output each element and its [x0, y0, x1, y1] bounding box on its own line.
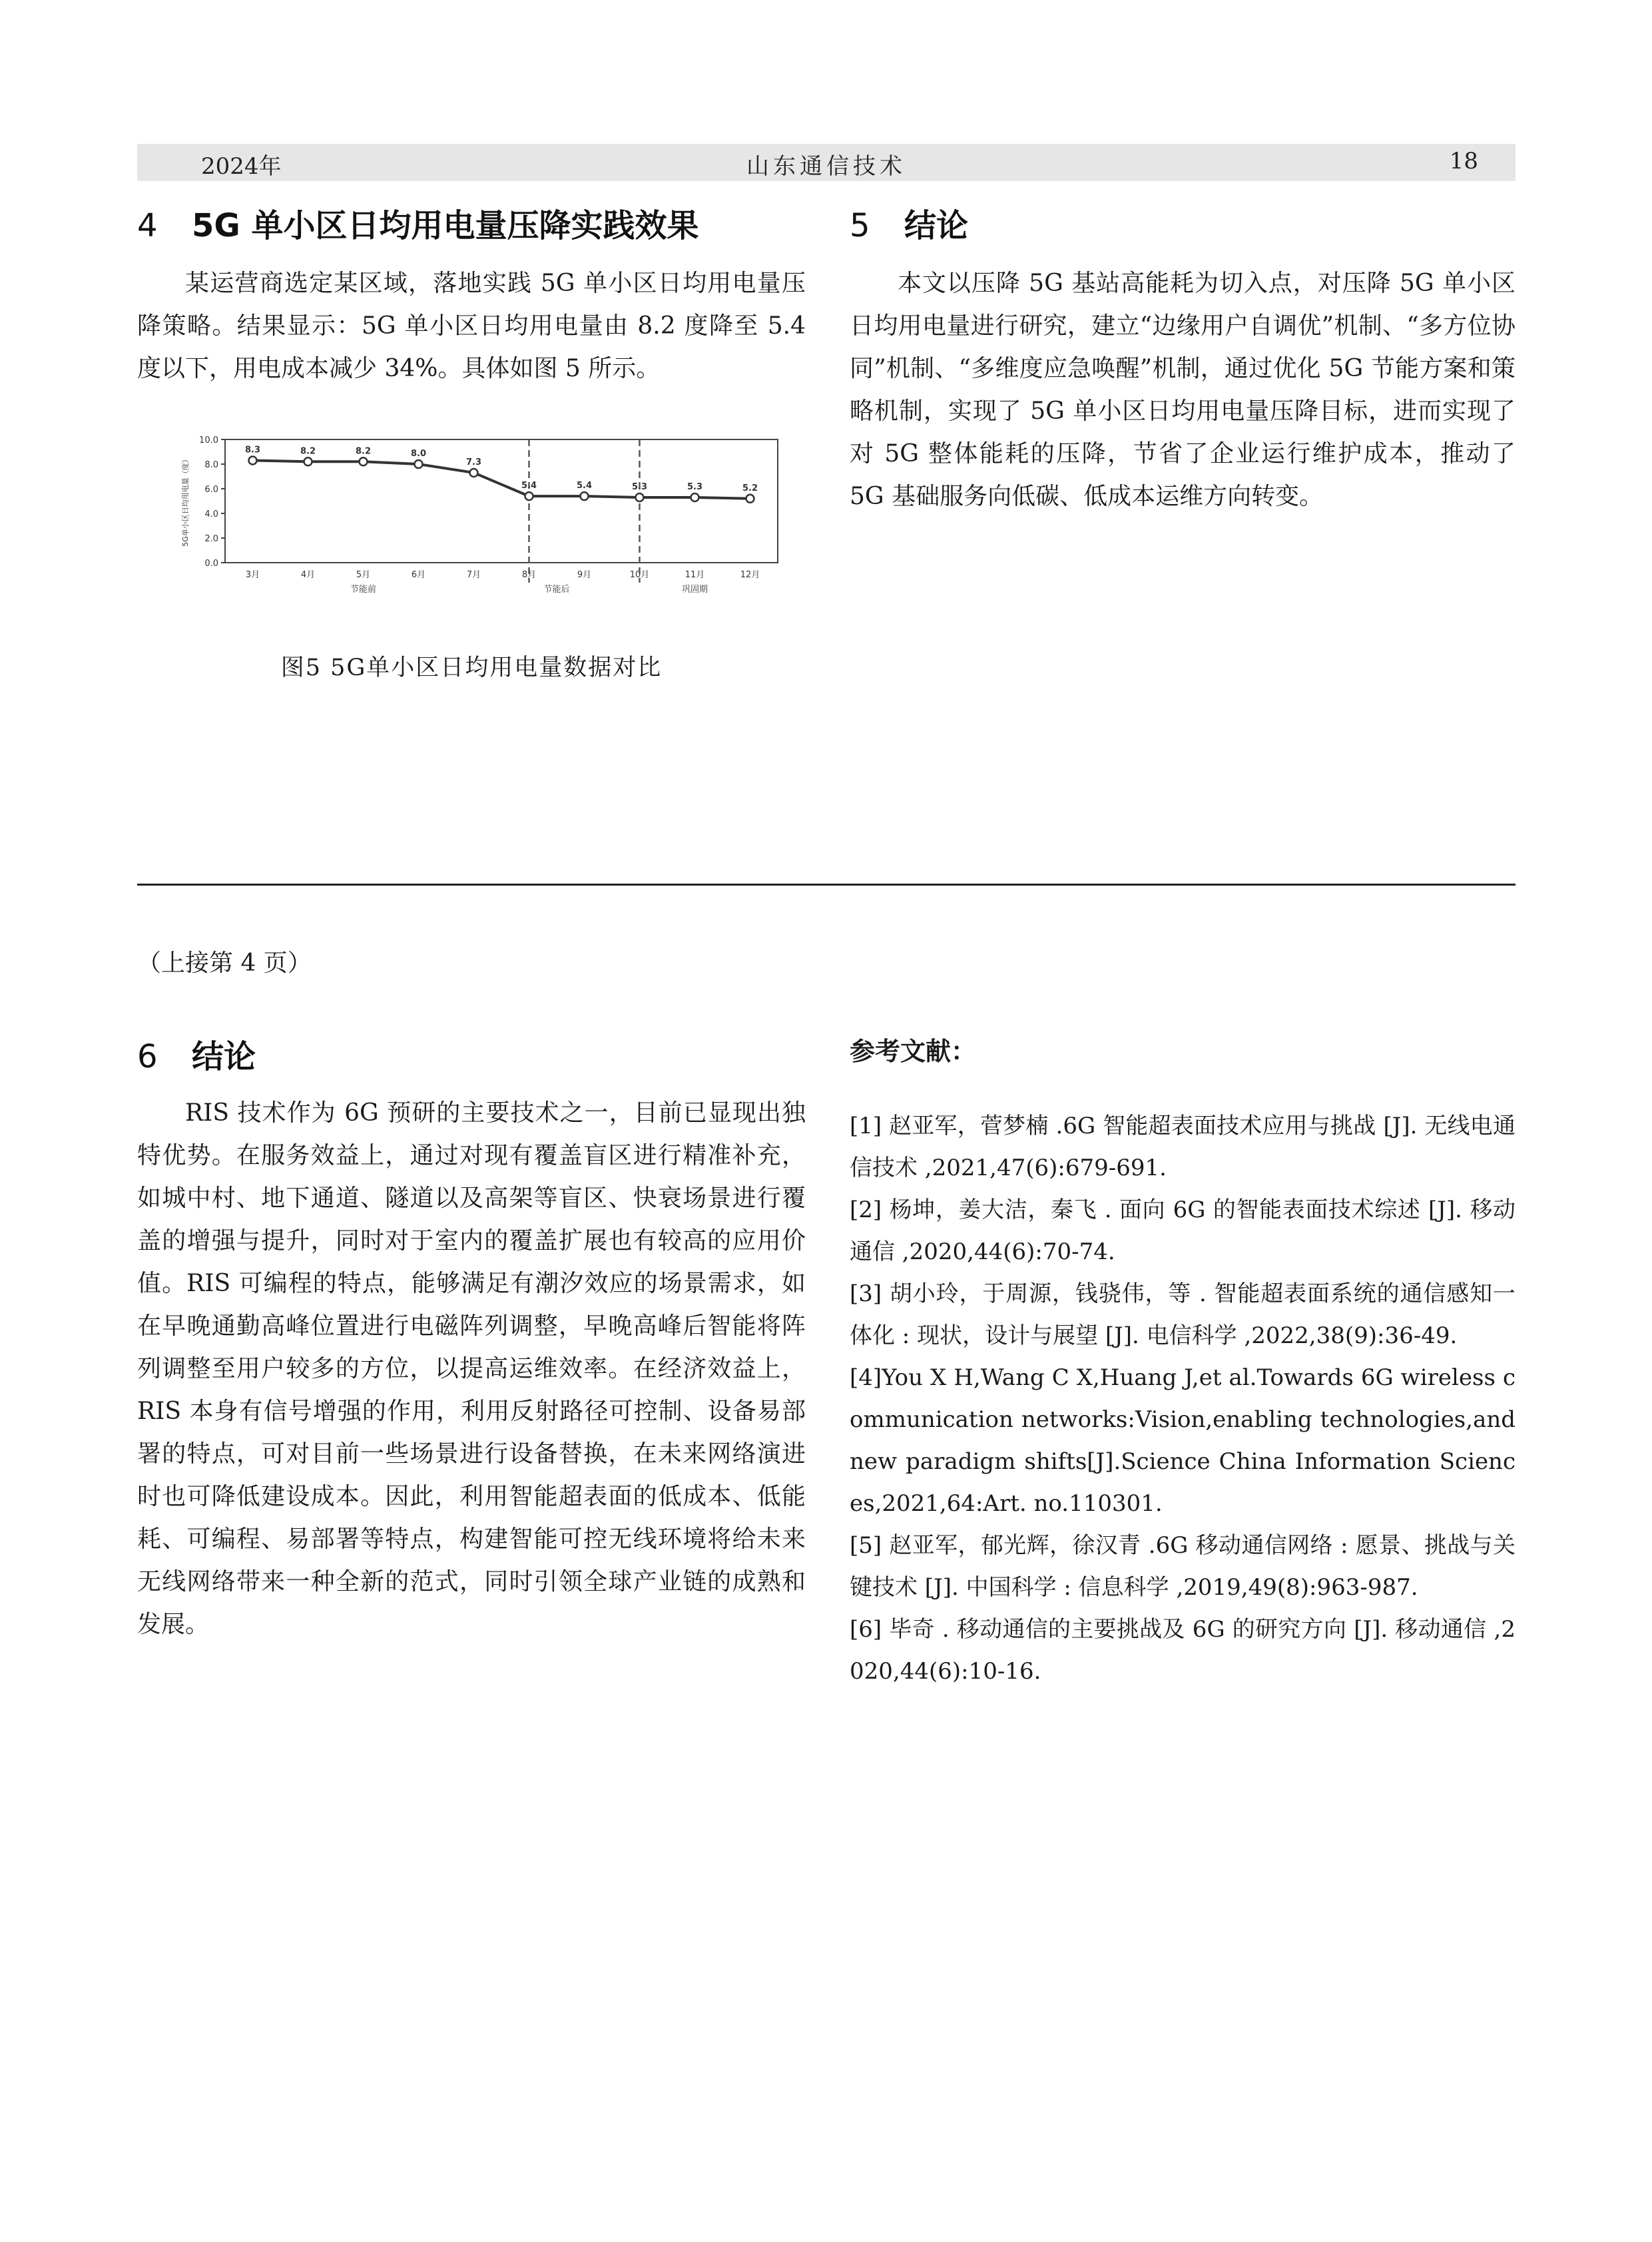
y-tick-label: 0.0: [204, 559, 218, 569]
x-tick-label: 7月: [466, 570, 481, 580]
x-tick-label: 6月: [411, 570, 426, 580]
data-point: [470, 469, 478, 477]
data-label: 8.3: [244, 445, 261, 455]
y-tick-label: 10.0: [199, 435, 218, 445]
y-tick-label: 4.0: [204, 509, 218, 519]
references-list: [850, 1105, 1515, 1693]
header-journal-name: 山东通信技术: [746, 153, 906, 180]
data-point: [304, 457, 312, 465]
data-point: [746, 495, 754, 503]
reference-item: [6] 毕奇 . 移动通信的主要挑战及 6G 的研究方向 [J]. 移动通信 ,2020,44(6):10-16.: [850, 1616, 1515, 1685]
x-tick-label: 10月: [629, 570, 650, 580]
section-5-paragraph: 本文以压降 5G 基站高能耗为切入点，对压降 5G 单小区日均用电量进行研究，建立“边缘用户自调优”机制、“多方位协同”机制、“多维度应急唤醒”机制，通过优化 5G 节能方案和策略机制，实现了 5G 单小区日均用电量压降目标，进而实现了对 5G 整体能耗的压降，节省了企业运行维护成本，推动了 5G 基础服务向低碳、低成本运维方向转变。: [850, 270, 1515, 510]
section-4-heading: [137, 200, 699, 246]
header-year: 2024年: [201, 153, 282, 180]
data-label: 7.3: [465, 457, 482, 467]
data-label: 5.4: [576, 481, 593, 491]
section-4-paragraph: 某运营商选定某区域，落地实践 5G 单小区日均用电量压降策略。结果显示：5G 单小区日均用电量由 8.2 度降至 5.4 度以下，用电成本减少 34%。具体如图 5 所示。: [137, 270, 806, 382]
reference-item: [1] 赵亚军，菅梦楠 .6G 智能超表面技术应用与挑战 [J]. 无线电通信技术 ,2021,47(6):679-691.: [850, 1113, 1515, 1181]
header-page-number: 18: [1449, 148, 1478, 174]
phase-label: 巩固期: [681, 585, 708, 595]
phase-label: 节能后: [543, 585, 570, 595]
section-6-number: 6: [137, 1038, 158, 1075]
figure-5-chart: [178, 433, 791, 599]
section-5-number: 5: [850, 207, 870, 244]
series-line: [253, 460, 750, 498]
data-label: 5.2: [742, 483, 758, 493]
data-label: 8.0: [410, 449, 427, 459]
data-label: 5.3: [631, 481, 648, 492]
x-tick-label: 5月: [356, 570, 371, 580]
references-title: 参考文献：: [850, 1037, 977, 1066]
data-point: [415, 460, 423, 468]
continued-note: （上接第 4 页）: [137, 950, 312, 977]
section-4-number: 4: [137, 207, 158, 244]
data-label: 5.4: [521, 481, 537, 491]
line-chart: [178, 433, 791, 599]
data-point: [581, 492, 589, 500]
reference-item: [2] 杨坤，姜大洁，秦飞 . 面向 6G 的智能表面技术综述 [J]. 移动通信 ,2020,44(6):70-74.: [850, 1197, 1515, 1265]
data-point: [249, 456, 257, 464]
section-5-heading: [850, 200, 968, 246]
data-point: [636, 493, 644, 501]
figure-5-caption: 图5 5G单小区日均用电量数据对比: [280, 655, 663, 681]
y-tick-label: 8.0: [204, 460, 218, 470]
data-label: 8.2: [355, 446, 372, 457]
section-6-paragraph: RIS 技术作为 6G 预研的主要技术之一，目前已显现出独特优势。在服务效益上，通过对现有覆盖盲区进行精准补充，如城中村、地下通道、隧道以及高架等盲区、快衰场景进行覆盖的增强与提升，同时对于室内的覆盖扩展也有较高的应用价值。RIS 可编程的特点，能够满足有潮汐效应的场景需求，如在早晚通勤高峰位置进行电磁阵列调整，早晚高峰后智能将阵列调整至用户较多的方位，以提高运维效率。在经济效益上，RIS 本身有信号增强的作用，利用反射路径可控制、设备易部署的特点，可对目前一些场景进行设备替换，在未来网络演进时也可降低建设成本。因此，利用智能超表面的低成本、低能耗、可编程、易部署等特点，构建智能可控无线环境将给未来无线网络带来一种全新的范式，同时引领全球产业链的成熟和发展。: [137, 1099, 806, 1638]
x-tick-label: 4月: [300, 570, 316, 580]
data-point: [525, 492, 533, 500]
data-point: [691, 493, 699, 501]
y-tick-label: 6.0: [204, 485, 218, 495]
section-6-heading: [137, 1031, 256, 1077]
reference-item: [3] 胡小玲，于周源，钱骁伟，等 . 智能超表面系统的通信感知一体化 : 现状，设计与展望 [J]. 电信科学 ,2022,38(9):36-49.: [850, 1280, 1515, 1349]
x-tick-label: 9月: [577, 570, 592, 580]
y-tick-label: 2.0: [204, 534, 218, 544]
x-tick-label: 11月: [685, 570, 705, 580]
reference-item: [5] 赵亚军，郁光辉，徐汉青 .6G 移动通信网络 : 愿景、挑战与关键技术 [J]. 中国科学 : 信息科学 ,2019,49(8):963-987.: [850, 1532, 1515, 1601]
section-6-title: 结论: [192, 1038, 256, 1075]
x-tick-label: 8月: [521, 570, 537, 580]
running-header: [137, 144, 1515, 181]
y-axis-label: 5G单小区日均用电量（度）: [181, 455, 190, 547]
phase-label: 节能前: [350, 585, 377, 595]
x-tick-label: 3月: [245, 570, 260, 580]
page-divider: [137, 884, 1515, 886]
x-tick-label: 12月: [740, 570, 760, 580]
section-5-title: 结论: [904, 207, 969, 244]
section-4-title: 5G 单小区日均用电量压降实践效果: [192, 207, 699, 244]
reference-item: [4]You X H,Wang C X,Huang J,et al.Towards 6G wireless communication networks:Vision,enabling technologies,and new paradigm shifts[J].Science China Information Sciences,2021,64:Art. no.110301.: [850, 1364, 1515, 1517]
data-point: [360, 457, 368, 465]
data-label: 8.2: [300, 446, 316, 457]
data-label: 5.3: [687, 481, 703, 492]
